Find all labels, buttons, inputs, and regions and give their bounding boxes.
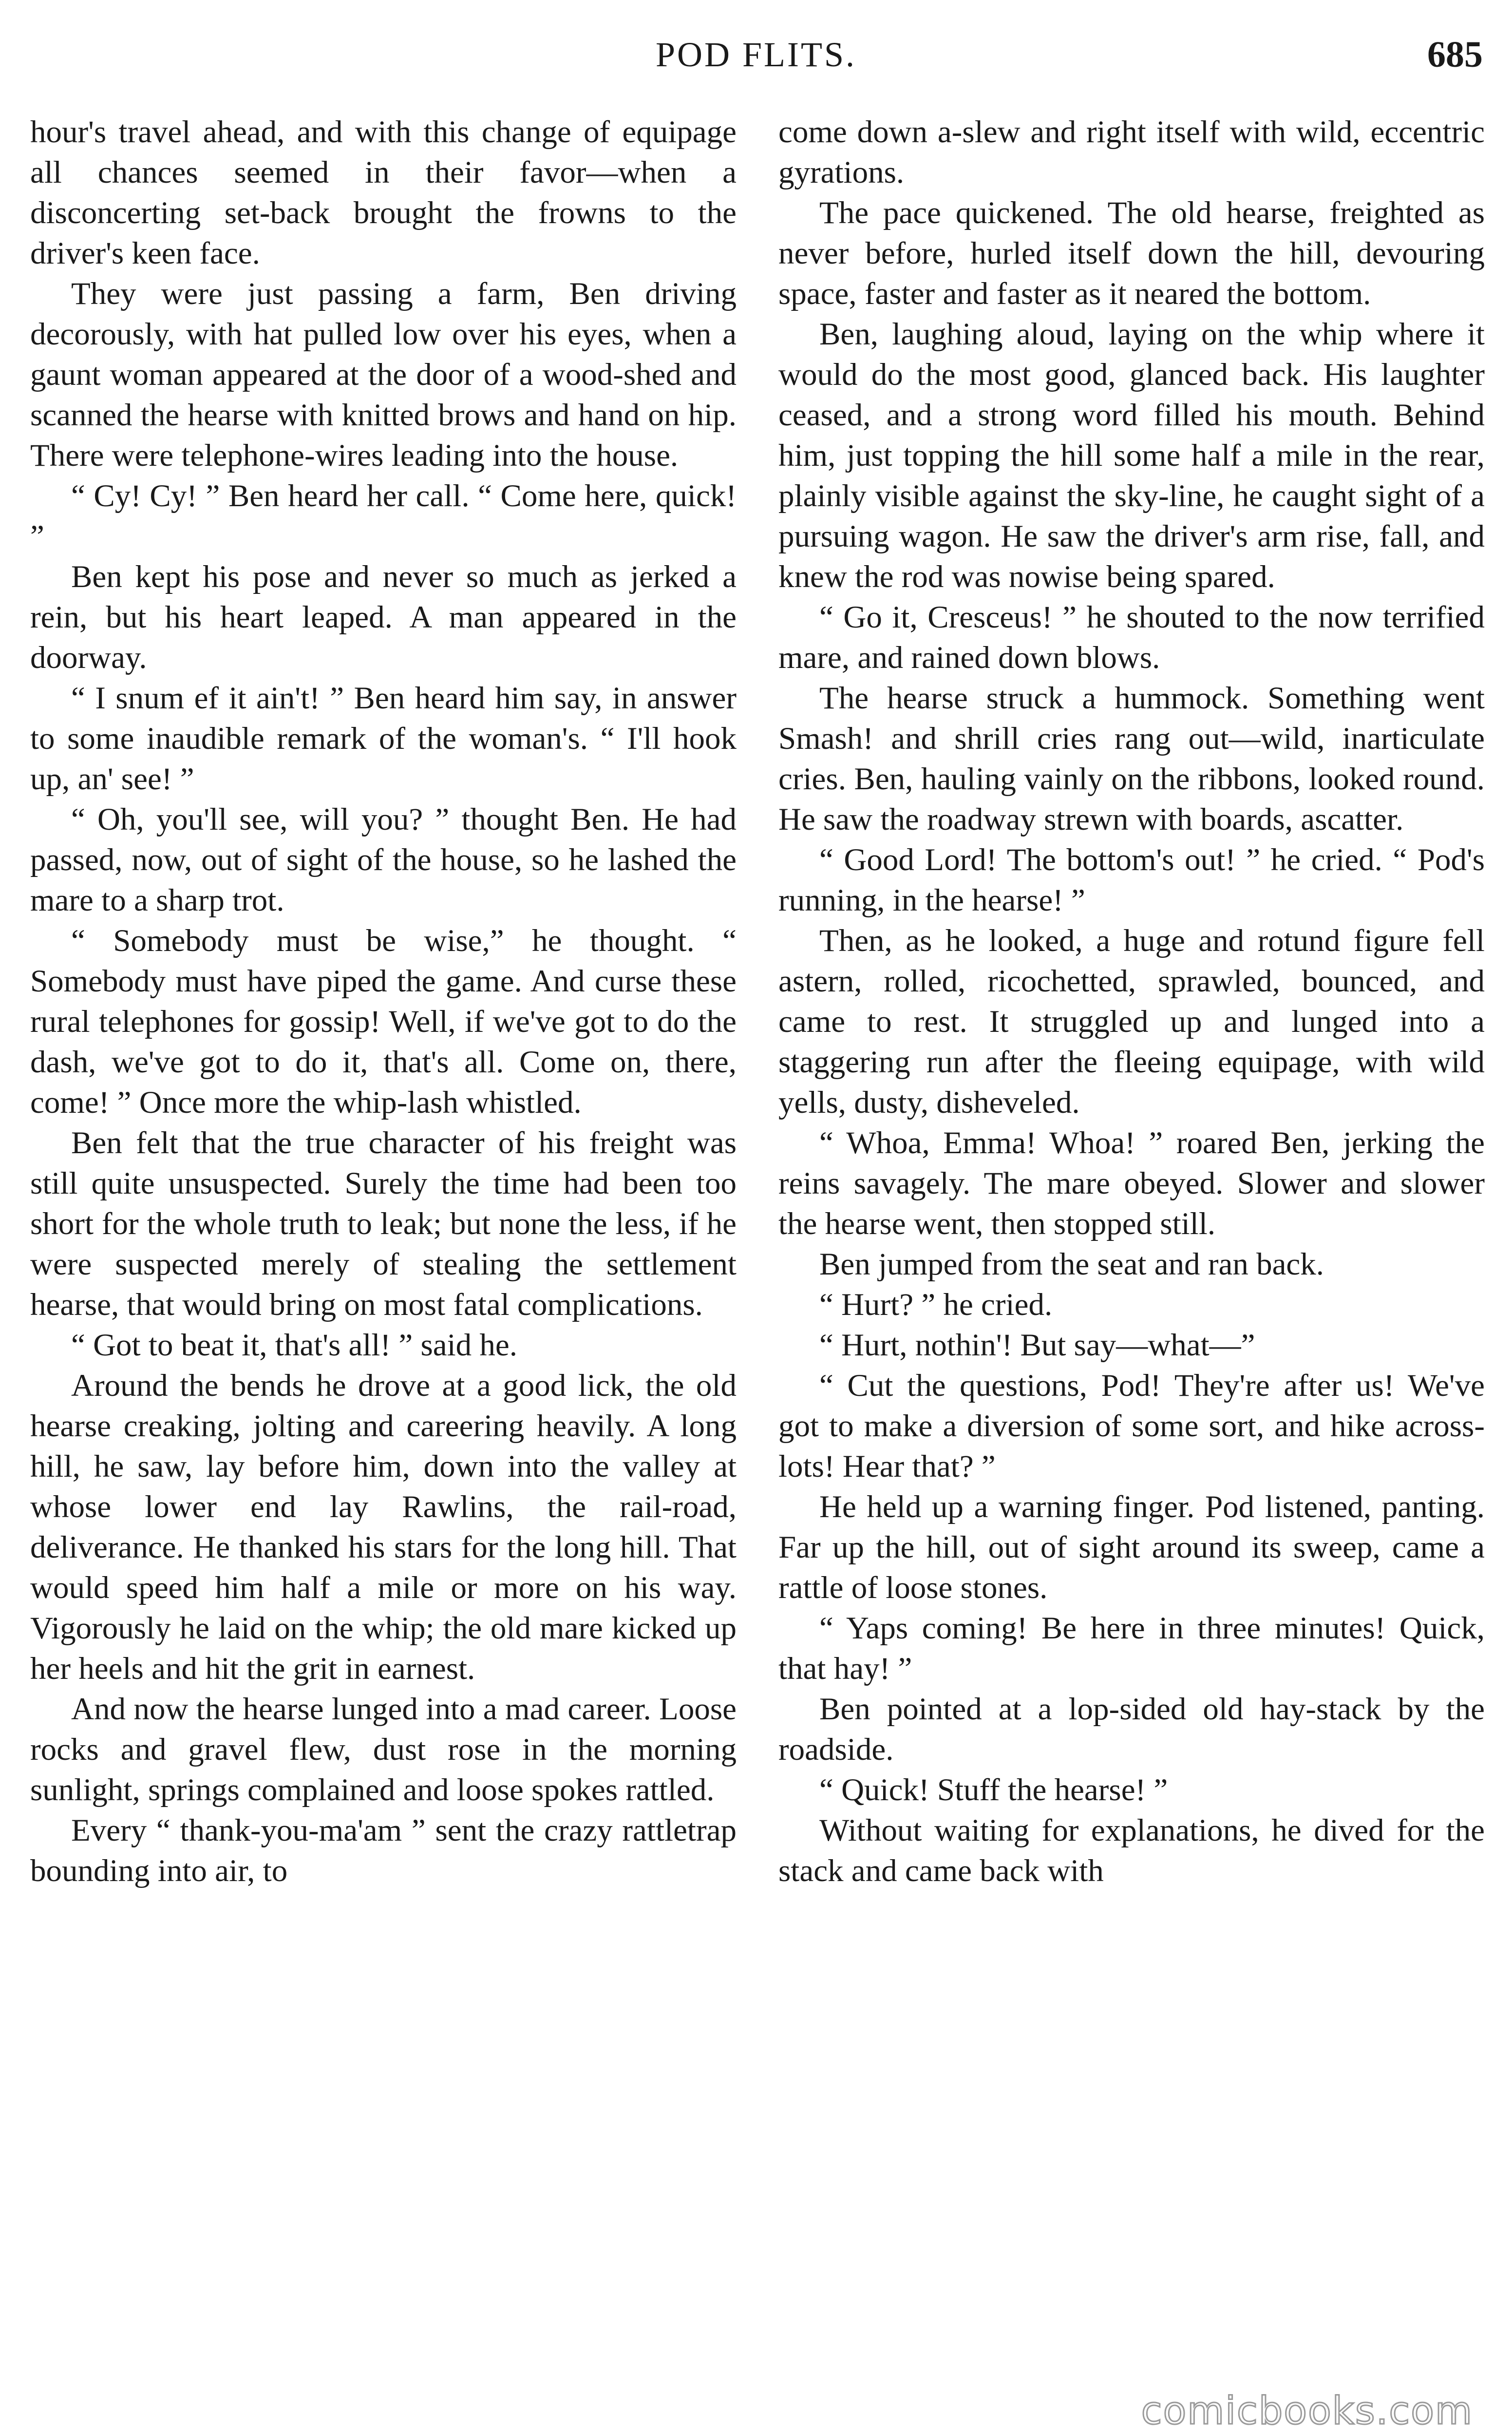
paragraph: “ I snum ef it ain't! ” Ben heard him say, in answer to some inaudible remark of the woman's. “ I'll hook up, an' see! ” <box>30 681 737 797</box>
paragraph: The hearse struck a hummock. Something went Smash! and shrill cries rang out—wild, inarticulate cries. Ben, hauling vainly on the ribbons, looked round. He saw the roadway strewn with boards, ascatter. <box>778 681 1485 837</box>
page-number: 685 <box>1427 34 1483 75</box>
paragraph: Then, as he looked, a huge and rotund figure fell astern, rolled, ricochetted, sprawled, bounced, and came to rest. It struggled up and lunged into a staggering run after the fleeing equipage, with wild yells, dusty, disheveled. <box>778 923 1485 1120</box>
paragraph: come down a-slew and right itself with wild, eccentric gyrations. <box>778 114 1485 190</box>
paragraph: And now the hearse lunged into a mad career. Loose rocks and gravel flew, dust rose in the morning sunlight, springs complained and loose spokes rattled. <box>30 1692 737 1808</box>
paragraph: He held up a warning finger. Pod listened, panting. Far up the hill, out of sight around its sweep, came a rattle of loose stones. <box>778 1489 1485 1605</box>
paragraph: They were just passing a farm, Ben driving decorously, with hat pulled low over his eyes, when a gaunt woman appeared at the door of a wood-shed and scanned the hearse with knitted brows and hand on hip. There were telephone-wires leading into the house. <box>30 276 737 473</box>
watermark: comicbooks.com <box>1141 2389 1473 2433</box>
paragraph: Ben pointed at a lop-sided old hay-stack by the roadside. <box>778 1692 1485 1767</box>
paragraph: “ Go it, Cresceus! ” he shouted to the now terrified mare, and rained down blows. <box>778 600 1485 675</box>
paragraph: “ Quick! Stuff the hearse! ” <box>819 1772 1168 1808</box>
paragraph: “ Good Lord! The bottom's out! ” he cried. “ Pod's running, in the hearse! ” <box>778 842 1485 918</box>
paragraph: “ Hurt, nothin'! But say—what—” <box>819 1328 1255 1363</box>
running-title: POD FLITS. <box>655 35 857 74</box>
paragraph: Ben kept his pose and never so much as jerked a rein, but his heart leaped. A man appeared in the doorway. <box>30 559 737 675</box>
paragraph: “ Cut the questions, Pod! They're after us! We've got to make a diversion of some sort, and hike across-lots! Hear that? ” <box>778 1368 1485 1484</box>
paragraph: Without waiting for explanations, he dived for the stack and came back with <box>778 1813 1485 1888</box>
left-column <box>30 112 737 1891</box>
page-header <box>29 25 1483 84</box>
paragraph: hour's travel ahead, and with this change of equipage all chances seemed in their favor—when a disconcerting set-back brought the frowns to the driver's keen face. <box>30 114 737 271</box>
paragraph: “ Somebody must be wise,” he thought. “ Somebody must have piped the game. And curse these rural telephones for gossip! Well, if we've got to do the dash, we've got to do it, that's all. Come on, there, come! ” Once more the whip-lash whistled. <box>30 923 737 1120</box>
paragraph: “ Whoa, Emma! Whoa! ” roared Ben, jerking the reins savagely. The mare obeyed. Slower and slower the hearse went, then stopped still. <box>778 1125 1485 1241</box>
right-column <box>778 112 1485 1891</box>
paragraph: The pace quickened. The old hearse, freighted as never before, hurled itself down the hill, devouring space, faster and faster as it neared the bottom. <box>778 195 1485 311</box>
paragraph: Around the bends he drove at a good lick, the old hearse creaking, jolting and careering heavily. A long hill, he saw, lay before him, down into the valley at whose lower end lay Rawlins, the rail-road, deliverance. He thanked his stars for the long hill. That would speed him half a mile or more on his way. Vigorously he laid on the whip; the old mare kicked up her heels and hit the grit in earnest. <box>30 1368 737 1686</box>
paragraph: “ Yaps coming! Be here in three minutes! Quick, that hay! ” <box>778 1611 1485 1686</box>
paragraph: Every “ thank-you-ma'am ” sent the crazy rattletrap bounding into air, to <box>30 1813 737 1888</box>
paragraph: “ Hurt? ” he cried. <box>819 1287 1053 1322</box>
paragraph: Ben felt that the true character of his freight was still quite unsuspected. Surely the time had been too short for the whole truth to leak; but none the less, if he were suspected merely of stealing the settlement hearse, that would bring on most fatal complications. <box>30 1125 737 1322</box>
paragraph: Ben jumped from the seat and ran back. <box>819 1247 1324 1282</box>
paragraph: Ben, laughing aloud, laying on the whip where it would do the most good, glanced back. His laughter ceased, and a strong word filled his mouth. Behind him, just topping the hill some half a mile in the rear, plainly visible against the sky-line, he caught sight of a pursuing wagon. He saw the driver's arm rise, fall, and knew the rod was nowise being spared. <box>778 317 1485 594</box>
paragraph: “ Oh, you'll see, will you? ” thought Ben. He had passed, now, out of sight of the house, so he lashed the mare to a sharp trot. <box>30 802 737 918</box>
paragraph: “ Got to beat it, that's all! ” said he. <box>71 1328 518 1363</box>
paragraph: “ Cy! Cy! ” Ben heard her call. “ Come here, quick! ” <box>30 478 737 554</box>
